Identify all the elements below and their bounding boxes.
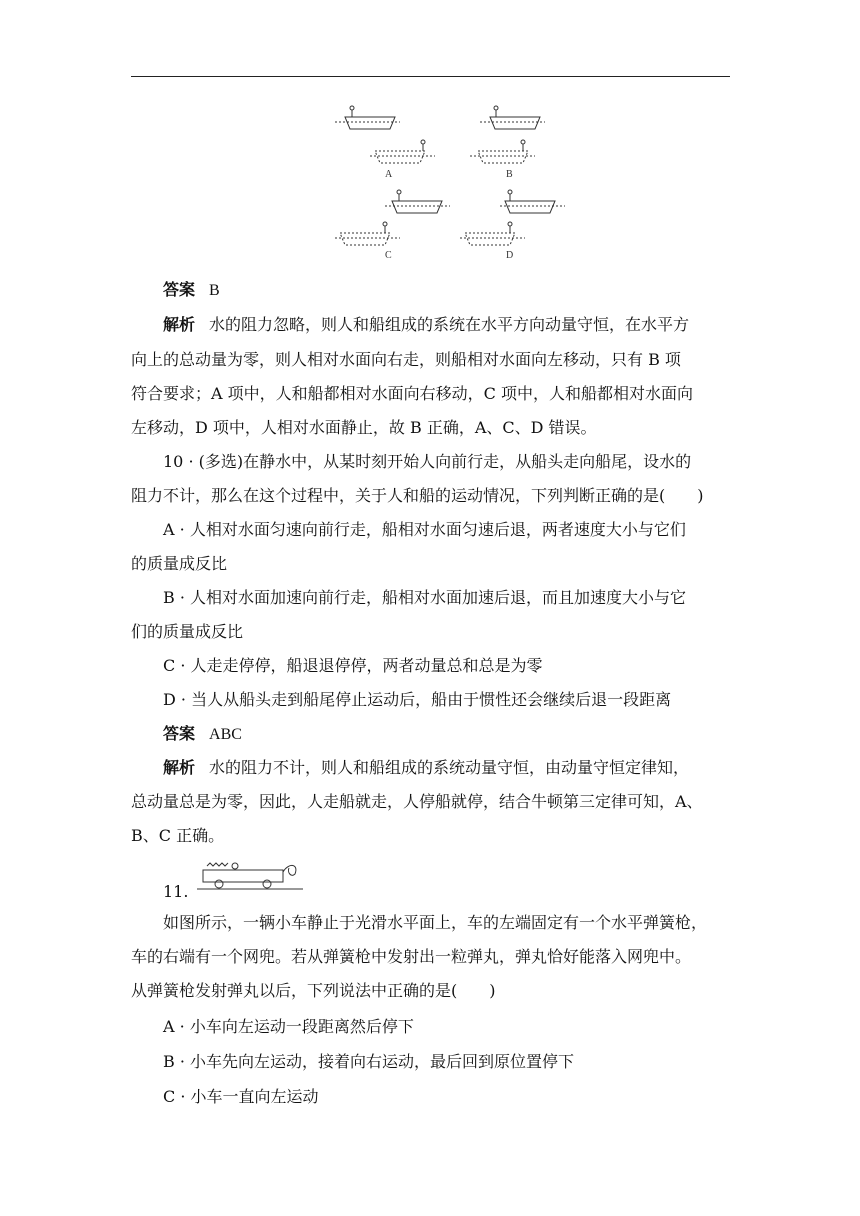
q9-analysis-label: 解析	[163, 315, 196, 334]
option-b-diagram	[470, 106, 545, 163]
q10-stem-line: 10 · (多选)在静水中，从某时刻开始人向前行走，从船头走向船尾，设水的	[163, 452, 692, 471]
q9-answer-value: B	[209, 282, 220, 299]
q11-stem-line: 从弹簧枪发射弹丸以后，下列说法中正确的是( )	[131, 981, 496, 1000]
figure-label-b: B	[506, 169, 513, 180]
q10-answer-label: 答案	[163, 724, 196, 743]
q10-option-a: A · 人相对水面匀速向前行走，船相对水面匀速后退，两者速度大小与它们	[163, 520, 686, 539]
q9-analysis-line: 向上的总动量为零，则人相对水面向右走，则船相对水面向左移动，只有 B 项	[131, 350, 681, 369]
q11-header	[163, 858, 303, 901]
car-spring-gun-diagram	[197, 858, 307, 892]
q9-analysis-line: 符合要求；A 项中，人和船都相对水面向右移动，C 项中，人和船都相对水面向	[131, 384, 693, 403]
figure-label-a: A	[385, 169, 393, 180]
q9-analysis-line: 左移动，D 项中，人相对水面静止，故 B 正确，A、C、D 错误。	[131, 418, 597, 437]
q10-analysis-line: 总动量总是为零，因此，人走船就走，人停船就停，结合牛顿第三定律可知，A、	[131, 792, 703, 811]
option-a-diagram	[335, 106, 435, 163]
q11-stem-line: 如图所示，一辆小车静止于光滑水平面上，车的左端固定有一个水平弹簧枪，	[163, 913, 708, 932]
figure-label-c: C	[385, 250, 392, 261]
q10-analysis-line: 解析 水的阻力不计，则人和船组成的系统动量守恒，由动量守恒定律知，	[163, 758, 690, 777]
q10-option-a-cont: 的质量成反比	[131, 554, 228, 573]
q10-answer	[163, 724, 763, 745]
q10-answer-value: ABC	[209, 726, 242, 743]
q10-option-b-cont: 们的质量成反比	[131, 622, 244, 641]
q11-option-b: B · 小车先向左运动，接着向右运动，最后回到原位置停下	[163, 1052, 575, 1071]
q10-stem-line: 阻力不计，那么在这个过程中，关于人和船的运动情况，下列判断正确的是( )	[131, 486, 704, 505]
boat-options-figure	[330, 100, 570, 270]
q10-option-d: D · 当人从船头走到船尾停止运动后，船由于惯性还会继续后退一段距离	[163, 690, 672, 709]
q11-option-c: C · 小车一直向左运动	[163, 1087, 319, 1106]
q11-stem-line: 车的右端有一个网兜。若从弹簧枪中发射出一粒弹丸，弹丸恰好能落入网兜中。	[131, 947, 692, 966]
q11-number: 11.	[163, 882, 189, 901]
q9-answer-label: 答案	[163, 280, 196, 299]
q9-answer	[163, 280, 763, 301]
q11-option-a: A · 小车向左运动一段距离然后停下	[163, 1017, 414, 1036]
option-d-diagram	[460, 190, 565, 245]
q10-analysis-label: 解析	[163, 758, 196, 777]
header-rule	[131, 76, 730, 77]
option-c-diagram	[335, 190, 450, 245]
figure-label-d: D	[506, 250, 514, 261]
q10-option-b: B · 人相对水面加速向前行走，船相对水面加速后退，而且加速度大小与它	[163, 588, 687, 607]
q10-option-c: C · 人走走停停，船退退停停，两者动量总和总是为零	[163, 656, 543, 675]
q10-analysis-line: B、C 正确。	[131, 826, 225, 845]
q9-analysis-line: 解析 水的阻力忽略，则人和船组成的系统在水平方向动量守恒，在水平方	[163, 315, 690, 334]
